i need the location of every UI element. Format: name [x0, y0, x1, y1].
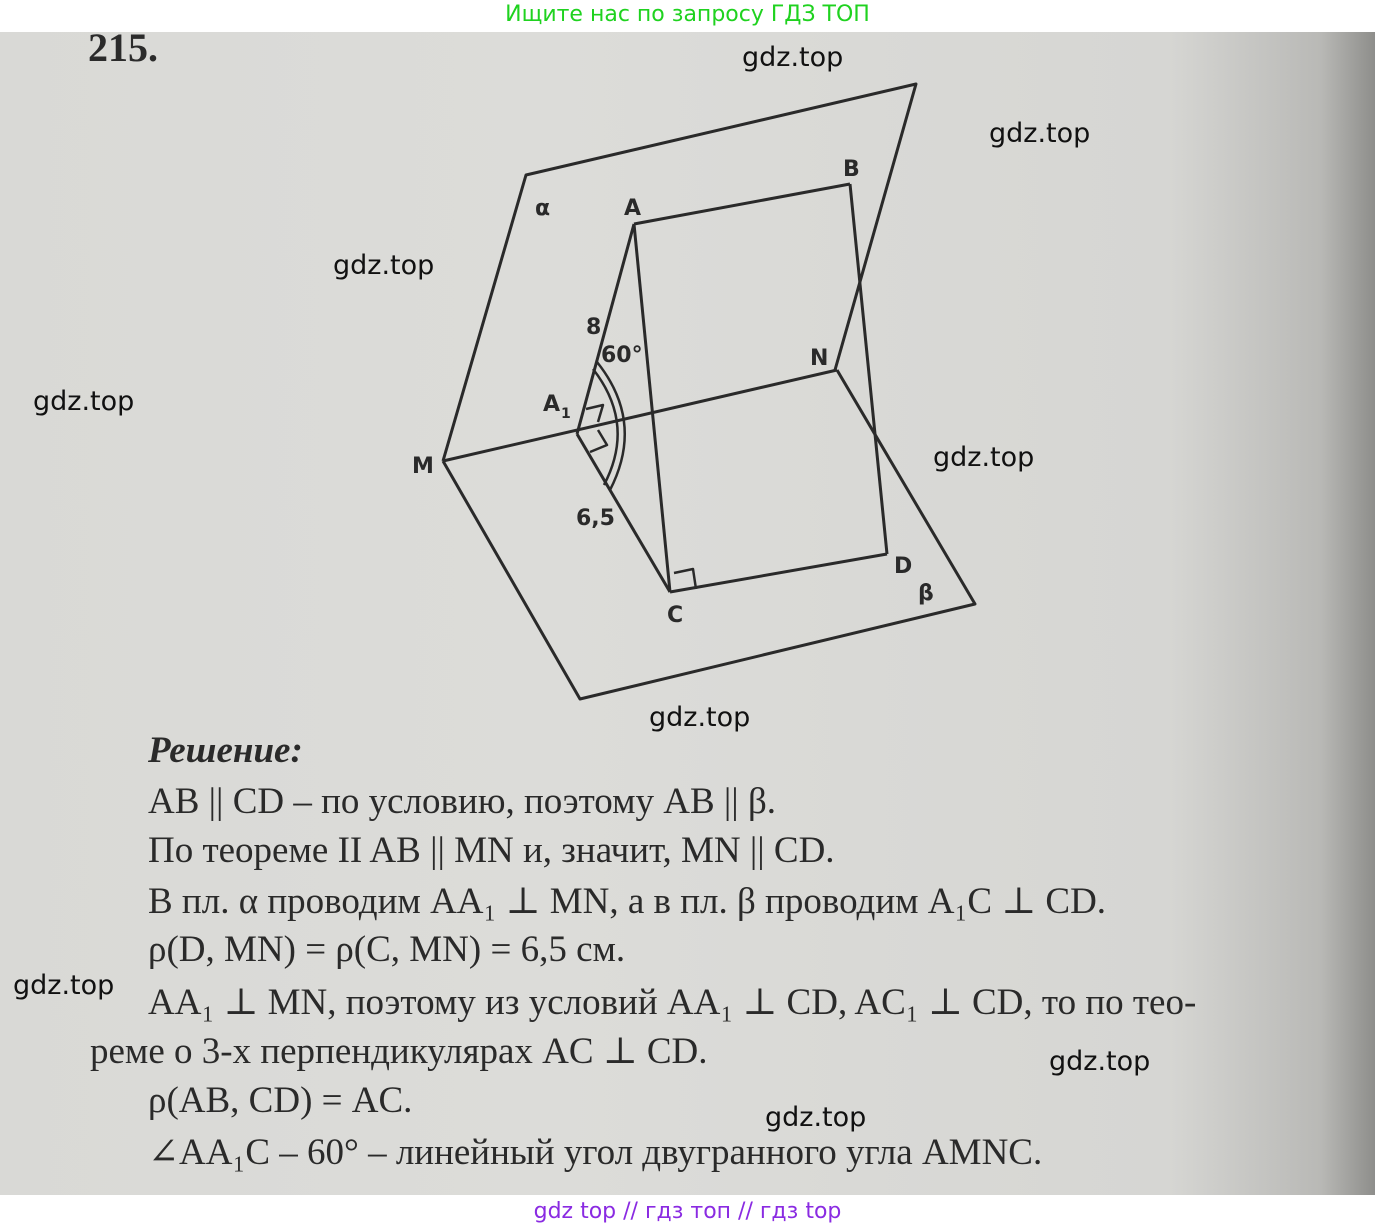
solution-line-5: AA₁ ⊥ MN, поэтому из условий AA₁ ⊥ CD, AC₁ ⊥ CD, то по тео- [148, 982, 1197, 1023]
solution-heading: Решение: [148, 730, 303, 771]
label-a: A [624, 196, 642, 221]
watermark: gdz.top [933, 442, 1035, 473]
watermark: gdz.top [333, 250, 435, 281]
label-m: M [412, 454, 434, 479]
right-angle-mark-c [674, 569, 696, 589]
watermark: gdz.top [1049, 1046, 1151, 1077]
watermark: gdz.top [765, 1102, 867, 1133]
segment-ca [634, 224, 670, 592]
right-angle-mark-a1-bottom [590, 430, 607, 452]
watermark: gdz.top [649, 702, 751, 733]
label-b: B [843, 157, 860, 182]
solution-line-2: По теореме II AB || MN и, значит, MN || CD. [148, 830, 835, 871]
line-mn [443, 370, 837, 461]
label-length-8: 8 [586, 315, 602, 340]
label-alpha: α [535, 196, 551, 221]
label-beta: β [918, 581, 934, 606]
label-a1-subscript: 1 [561, 406, 571, 422]
watermark: gdz.top [989, 118, 1091, 149]
segment-ab [634, 184, 850, 224]
plane-beta-outline [443, 370, 975, 699]
label-angle-60: 60° [601, 343, 643, 368]
textbook-page [0, 32, 1375, 1195]
solution-line-8: ∠AA₁C – 60° – линейный угол двугранного угла AMNC. [148, 1132, 1043, 1173]
label-a1: A [543, 392, 561, 417]
top-banner: Ищите нас по запросу ГДЗ ТОП [0, 0, 1375, 32]
solution-line-1: AB || CD – по условию, поэтому AB || β. [148, 781, 777, 822]
solution-line-7: ρ(AB, CD) = AC. [148, 1080, 413, 1121]
right-angle-mark-a1-top [586, 405, 603, 422]
segment-dc [670, 554, 887, 592]
watermark: gdz.top [33, 386, 135, 417]
segment-bd [850, 184, 887, 554]
solution-line-3: В пл. α проводим AA₁ ⊥ MN, а в пл. β проводим A₁C ⊥ CD. [148, 881, 1107, 922]
label-c: C [667, 603, 684, 628]
solution-line-4: ρ(D, MN) = ρ(C, MN) = 6,5 см. [148, 929, 626, 970]
problem-number: 215. [88, 32, 158, 70]
plane-alpha-outline [443, 84, 916, 461]
watermark: gdz.top [742, 42, 844, 73]
bottom-banner: gdz top // гдз топ // гдз top [0, 1195, 1375, 1230]
label-n: N [810, 346, 829, 371]
label-d: D [894, 554, 913, 579]
label-length-6-5: 6,5 [576, 506, 615, 531]
watermark: gdz.top [13, 970, 115, 1001]
solution-line-6: реме о 3-х перпендикулярах AC ⊥ CD. [90, 1031, 708, 1072]
